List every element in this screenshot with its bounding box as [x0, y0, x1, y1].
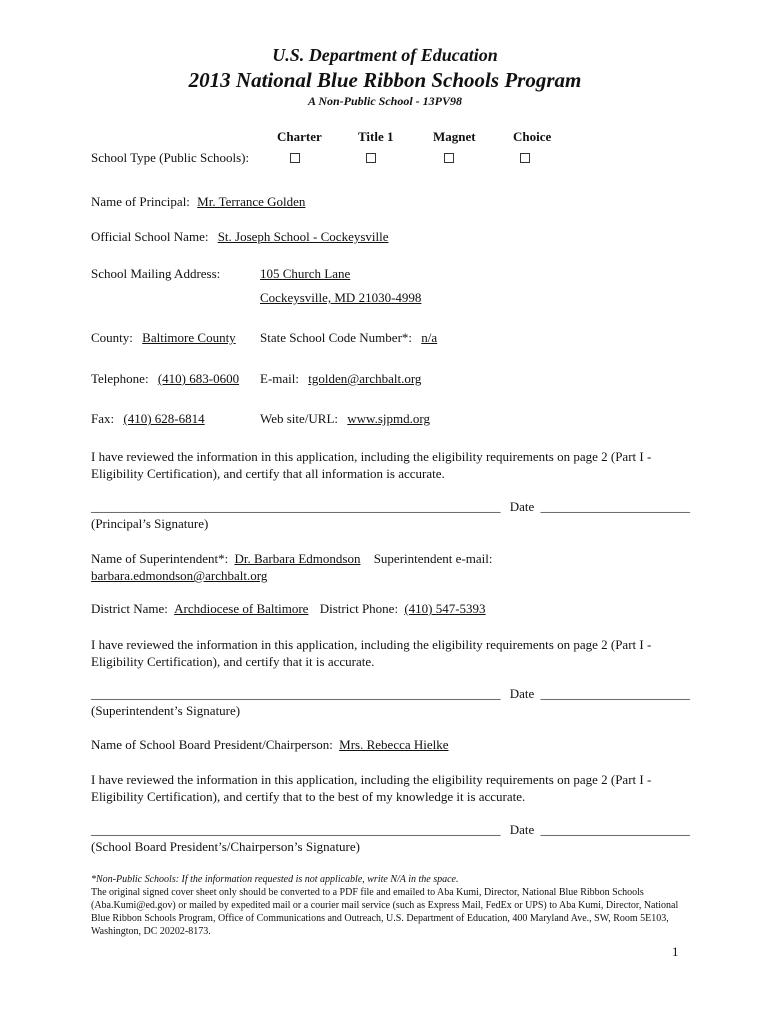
option-magnet-label: Magnet [433, 129, 476, 144]
page-number: 1 [672, 944, 679, 959]
county-label: County: [91, 330, 133, 345]
district-label: District Name: [91, 601, 168, 616]
board-certification-text: I have reviewed the information in this application, including the eligibility requirements on page 2 (Part I - Eligibility Certification), and certify that to the best of my knowledge it is accurate. [91, 772, 652, 804]
district-value: Archdiocese of Baltimore [174, 601, 309, 616]
choice-checkbox[interactable] [520, 153, 530, 163]
board-president-field [91, 737, 449, 753]
email-value: tgolden@archbalt.org [308, 371, 422, 386]
school-id-subtitle: A Non-Public School - 13PV98 [307, 94, 462, 108]
county-field [91, 330, 236, 346]
mailing-line2: Cockeysville, MD 21030-4998 [260, 290, 422, 305]
superintendent-signature-caption: (Superintendent’s Signature) [91, 703, 241, 718]
option-title1-label: Title 1 [358, 129, 394, 144]
email-field [260, 371, 421, 387]
superintendent-date-line[interactable]: _______________________ [540, 686, 691, 701]
state-code-label: State School Code Number*: [260, 330, 413, 345]
principal-certification-text: I have reviewed the information in this application, including the eligibility requirements on page 2 (Part I - Eligibility Certification), and certify that all information is accurate. [91, 449, 652, 481]
principal-value: Mr. Terrance Golden [197, 194, 306, 209]
principal-date-line[interactable]: _______________________ [540, 499, 691, 514]
website-field [260, 411, 430, 427]
mailing-line1: 105 Church Lane [260, 266, 351, 281]
school-name-value: St. Joseph School - Cockeysville [217, 229, 389, 244]
state-code-value: n/a [421, 330, 438, 345]
telephone-value: (410) 683-0600 [157, 371, 240, 386]
email-label: E-mail: [260, 371, 299, 386]
telephone-field [91, 371, 239, 387]
principal-date-label: Date [509, 499, 535, 514]
website-label: Web site/URL: [260, 411, 339, 426]
telephone-label: Telephone: [91, 371, 149, 386]
district-phone-value: (410) 547-5393 [404, 601, 486, 616]
board-president-value: Mrs. Rebecca Hielke [339, 737, 449, 752]
option-choice-label: Choice [513, 129, 552, 144]
county-value: Baltimore County [142, 330, 236, 345]
submission-instructions: The original signed cover sheet only should be converted to a PDF file and emailed to Aba Kumi, Director, National Blue Ribbon Schools (Aba.Kumi@ed.gov) or mailed by expedited mail or a courier mail service (such as Express Mail, FedEx or UPS) to Aba Kumi, Director, National Blue Ribbon Schools Program, Office of Communications and Outreach, U.S. Department of Education, 400 Maryland Ave., SW, Room 5E103, Washington, DC 20202-8173. [91, 887, 679, 937]
board-date-line[interactable]: _______________________ [540, 822, 691, 837]
principal-field [91, 194, 305, 210]
superintendent-certification-text: I have reviewed the information in this application, including the eligibility requirements on page 2 (Part I - Eligibility Certification), and certify that it is accurate. [91, 637, 652, 669]
principal-label: Name of Principal: [91, 194, 190, 209]
fax-value: (410) 628-6814 [123, 411, 205, 426]
principal-signature-caption: (Principal’s Signature) [91, 516, 209, 531]
superintendent-email-value: barbara.edmondson@archbalt.org [91, 568, 268, 583]
superintendent-signature-line[interactable]: _______________________________________________________________ [91, 686, 501, 701]
charter-checkbox[interactable] [290, 153, 300, 163]
district-field [91, 601, 486, 617]
board-president-label: Name of School Board President/Chairperson: [91, 737, 333, 752]
school-name-field [91, 229, 389, 245]
state-code-field [260, 330, 437, 346]
district-phone-label: District Phone: [319, 601, 399, 616]
principal-signature-row [91, 499, 690, 515]
fax-label: Fax: [91, 411, 115, 426]
superintendent-field [91, 551, 492, 567]
principal-signature-line[interactable]: _______________________________________________________________ [91, 499, 501, 514]
superintendent-email-label: Superintendent e-mail: [373, 551, 493, 566]
board-signature-caption: (School Board President’s/Chairperson’s Signature) [91, 839, 360, 854]
fax-field [91, 411, 205, 427]
superintendent-signature-row [91, 686, 690, 702]
superintendent-label: Name of Superintendent*: [91, 551, 229, 566]
school-type-label: School Type (Public Schools): [91, 150, 250, 165]
board-date-label: Date [509, 822, 535, 837]
department-title: U.S. Department of Education [272, 45, 498, 65]
title1-checkbox[interactable] [366, 153, 376, 163]
mailing-label: School Mailing Address: [91, 266, 221, 281]
non-public-footnote: *Non-Public Schools: If the information requested is not applicable, write N/A in the space. [91, 874, 459, 885]
board-signature-line[interactable]: _______________________________________________________________ [91, 822, 501, 837]
program-title: 2013 National Blue Ribbon Schools Program [188, 68, 582, 92]
superintendent-date-label: Date [509, 686, 535, 701]
superintendent-value: Dr. Barbara Edmondson [234, 551, 361, 566]
website-value: www.sjpmd.org [347, 411, 430, 426]
board-signature-row [91, 822, 690, 838]
school-name-label: Official School Name: [91, 229, 209, 244]
option-charter-label: Charter [277, 129, 322, 144]
magnet-checkbox[interactable] [444, 153, 454, 163]
